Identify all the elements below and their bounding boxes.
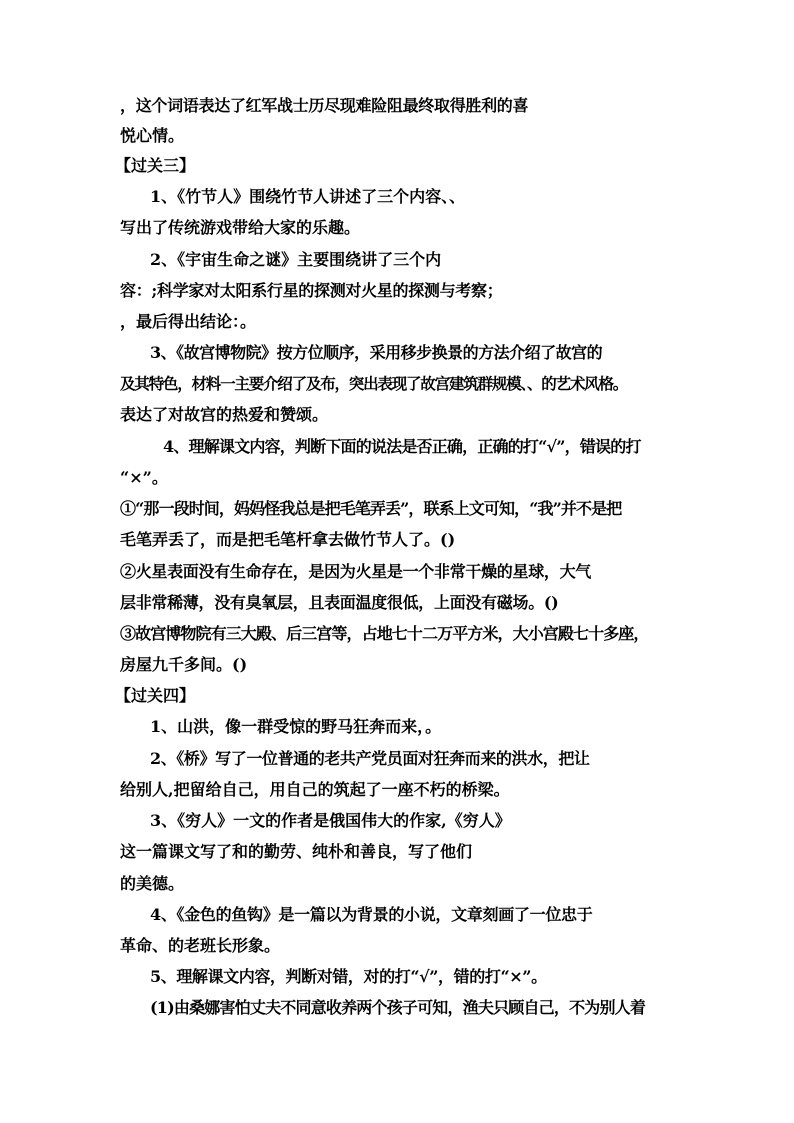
text-line: 5、理解课文内容，判断对错，对的打“√”，错的打“×”。 [150, 967, 547, 986]
section-heading: 【过关三】 [115, 156, 196, 175]
text-line: 写出了传统游戏带给大家的乐趣。 [120, 218, 361, 237]
text-line: 房屋九千多间。() [120, 655, 248, 674]
text-line: 给别人,把留给自己，用自己的筑起了一座不朽的桥梁。 [120, 780, 510, 799]
text-line: 4、理解课文内容，判断下面的说法是否正确，正确的打“√”，错误的打 [163, 437, 641, 456]
text-line: 革命、的老班长形象。 [120, 936, 281, 955]
text-line: 1、《竹节人》围绕竹节人讲述了三个内容、、 [150, 187, 466, 206]
text-line: 2、《宇宙生命之谜》主要围绕讲了三个内 [150, 250, 442, 269]
text-line: 层非常稀薄，没有臭氧层，且表面温度很低，上面没有磁场。() [120, 593, 559, 612]
text-line: 2、《桥》写了一位普通的老共产党员面对狂奔而来的洪水，把让 [150, 749, 590, 768]
text-line: 表达了对故宫的热爱和赞颂。 [120, 405, 329, 424]
text-line: 容：;科学家对太阳系行星的探测对火星的探测与考察； [120, 281, 503, 300]
text-line: ①“那一段时间，妈妈怪我总是把毛笔弄丢”，联系上文可知，“我”并不是把 [120, 499, 622, 518]
text-line: ，这个词语表达了红军战士历尽现难险阻最终取得胜利的喜 [120, 96, 529, 115]
section-heading: 【过关四】 [115, 686, 196, 705]
text-line: 3、《穷人》一文的作者是俄国伟大的作家,《穷人》 [150, 811, 511, 830]
text-line: 这一篇课文写了和的勤劳、纯朴和善良，写了他们 [120, 842, 473, 861]
text-line: ③故宫博物院有三大殿、后三宫等，占地七十二万平方米，大小宫殿七十多座， [120, 624, 649, 643]
text-line: ②火星表面没有生命存在，是因为火星是一个非常干燥的星球，大气 [120, 562, 592, 581]
text-line: 毛笔弄丢了，而是把毛笔杆拿去做竹节人了。() [120, 530, 456, 549]
text-line: (1)由桑娜害怕丈夫不同意收养两个孩子可知，渔夫只顾自己，不为别人着 [150, 998, 646, 1017]
text-line: 的美德。 [120, 874, 185, 893]
text-line: ，最后得出结论：。 [120, 312, 257, 331]
text-line: 4、《金色的鱼钩》是一篇以为背景的小说，文章刻画了一位忠于 [150, 905, 593, 924]
text-line: 及其特色，材料一主要介绍了及布，突出表现了故宫建筑群规模、、的艺术风格。 [120, 374, 628, 393]
text-line: 3、《故宫博物院》按方位顺序，采用移步换景的方法介绍了故宫的 [150, 343, 603, 362]
text-line: 悦心情。 [120, 126, 185, 145]
text-line: 1、山洪，像一群受惊的野马狂奔而来，。 [150, 717, 442, 736]
text-line: “×”。 [120, 468, 168, 487]
